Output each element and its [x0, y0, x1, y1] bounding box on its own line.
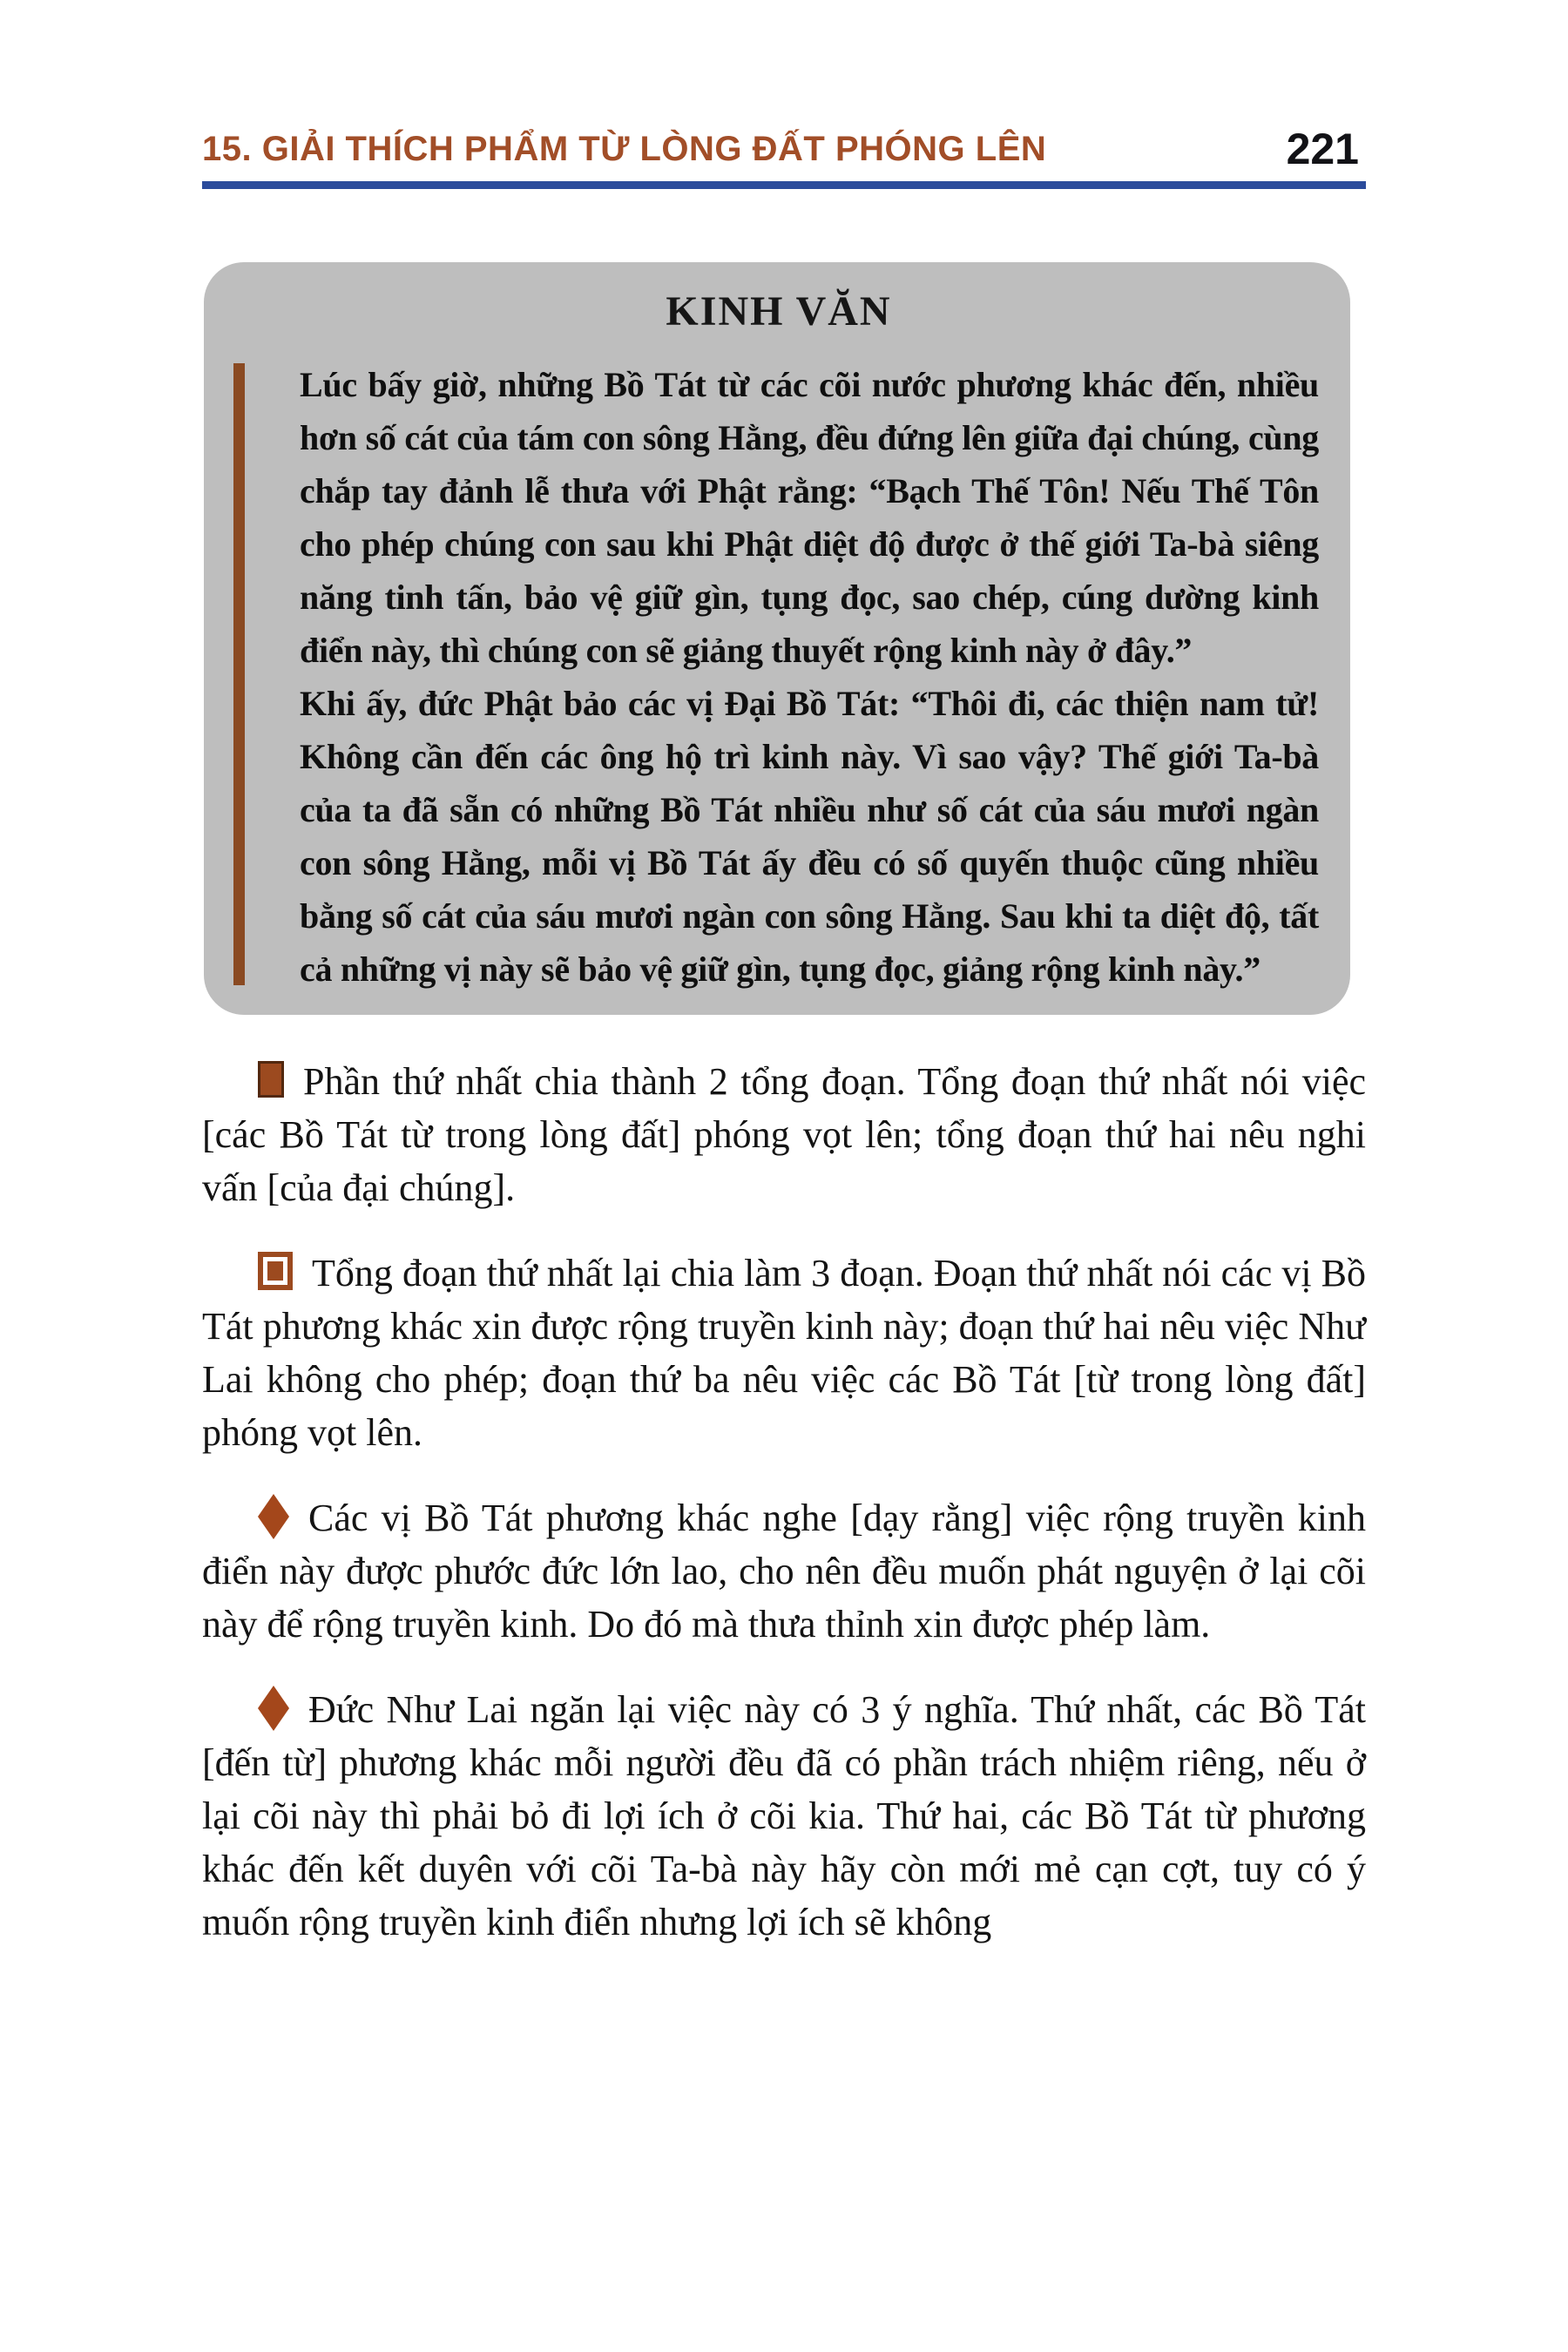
commentary-paragraph — [202, 1055, 1366, 1214]
commentary-paragraph — [202, 1683, 1366, 1949]
commentary-paragraph — [202, 1491, 1366, 1651]
diamond-bullet-icon — [258, 1494, 289, 1539]
quote-bar — [233, 363, 245, 985]
paragraph-text: Đức Như Lai ngăn lại việc này có 3 ý nghĩa. Thứ nhất, các Bồ Tát [đến từ] phương khác mỗi người đều đã có phần trách nhiệm riêng, nếu ở lại cõi này thì phải bỏ đi lợi ích ở cõi kia. Thứ hai, các Bồ Tát từ phương khác đến kết duyên với cõi Ta-bà này hãy còn mới mẻ cạn cợt, tuy có ý muốn rộng truyền kinh điển nhưng lợi ích sẽ không — [202, 1688, 1366, 1943]
sutra-paragraph: Khi ấy, đức Phật bảo các vị Đại Bồ Tát: “Thôi đi, các thiện nam tử! Không cần đến các ông hộ trì kinh này. Vì sao vậy? Thế giới Ta-bà của ta đã sẵn có những Bồ Tát nhiều như số cát của sáu mươi ngàn con sông Hằng, mỗi vị Bồ Tát ấy đều có số quyến thuộc cũng nhiều bằng số cát của sáu mươi ngàn con sông Hằng. Sau khi ta diệt độ, tất cả những vị này sẽ bảo vệ giữ gìn, tụng đọc, giảng rộng kinh này.” — [300, 684, 1319, 989]
sutra-paragraph: Lúc bấy giờ, những Bồ Tát từ các cõi nước phương khác đến, nhiều hơn số cát của tám con sông Hằng, đều đứng lên giữa đại chúng, cùng chắp tay đảnh lễ thưa với Phật rằng: “Bạch Thế Tôn! Nếu Thế Tôn cho phép chúng con sau khi Phật diệt độ được ở thế giới Ta-bà siêng năng tinh tấn, bảo vệ giữ gìn, tụng đọc, sao chép, cúng dường kinh điển này, thì chúng con sẽ giảng thuyết rộng kinh này ở đây.” — [300, 365, 1319, 670]
page-number: 221 — [1286, 125, 1359, 173]
paragraph-text: Các vị Bồ Tát phương khác nghe [dạy rằng] việc rộng truyền kinh điển này được phước đức lớn lao, cho nên đều muốn phát nguyện ở lại cõi này để rộng truyền kinh. Do đó mà thưa thỉnh xin được phép làm. — [202, 1497, 1366, 1646]
paragraph-text: Tổng đoạn thứ nhất lại chia làm 3 đoạn. Đoạn thứ nhất nói các vị Bồ Tát phương khác xin được rộng truyền kinh này; đoạn thứ hai nêu việc Như Lai không cho phép; đoạn thứ ba nêu việc các Bồ Tát [từ trong lòng đất] phóng vọt lên. — [202, 1252, 1366, 1454]
sutra-box — [204, 262, 1350, 1015]
paragraph-text: Phần thứ nhất chia thành 2 tổng đoạn. Tổng đoạn thứ nhất nói việc [các Bồ Tát từ trong lòng đất] phóng vọt lên; tổng đoạn thứ hai nêu nghi vấn [của đại chúng]. — [202, 1060, 1366, 1209]
commentary-section — [202, 1055, 1366, 1949]
sutra-quote — [232, 358, 1326, 996]
chapter-title: 15. GIẢI THÍCH PHẨM TỪ LÒNG ĐẤT PHÓNG LÊN — [202, 130, 1047, 168]
sutra-box-title: KINH VĂN — [666, 288, 892, 335]
diamond-bullet-icon — [258, 1686, 289, 1731]
boxed-square-bullet-icon — [258, 1252, 293, 1290]
filled-square-bullet-icon — [258, 1061, 284, 1098]
page-header — [202, 127, 1366, 171]
header-rule — [202, 181, 1366, 189]
commentary-paragraph — [202, 1247, 1366, 1459]
